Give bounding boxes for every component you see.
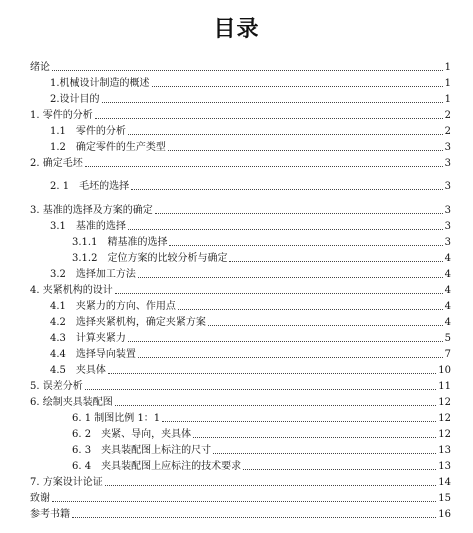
toc-entry-label: 2. 确定毛坯 xyxy=(30,158,83,169)
toc-entry-label: 1.1 零件的分析 xyxy=(50,126,126,137)
dot-leader xyxy=(229,261,442,262)
page-title: 目录 xyxy=(213,17,260,42)
toc-entry-label: 6. 1 制图比例 1：1 xyxy=(72,413,161,424)
toc-entry-page: 1 xyxy=(444,94,451,105)
dot-leader xyxy=(85,389,437,390)
toc-entry-label: 3.1.2 定位方案的比较分析与确定 xyxy=(72,253,228,264)
toc-entry[interactable] xyxy=(30,397,451,409)
dot-leader xyxy=(169,245,442,246)
toc-entry-label: 7. 方案设计论证 xyxy=(30,477,103,488)
toc-entry-page: 10 xyxy=(438,365,451,376)
toc-entry-page: 13 xyxy=(438,461,451,472)
toc-entry-label: 4.2 选择夹紧机构，确定夹紧方案 xyxy=(50,317,206,328)
toc-entry[interactable] xyxy=(50,301,451,313)
toc-entry[interactable] xyxy=(50,317,451,329)
toc-entry-page: 4 xyxy=(444,269,451,280)
dot-leader xyxy=(193,437,436,438)
toc-entry-label: 5. 误差分析 xyxy=(30,381,83,392)
toc-entry[interactable] xyxy=(50,94,451,106)
toc-entry[interactable] xyxy=(72,237,451,249)
toc-entry-page: 2 xyxy=(444,110,451,121)
dot-leader xyxy=(102,102,443,103)
toc-entry-page: 13 xyxy=(438,445,451,456)
dot-leader xyxy=(128,341,443,342)
toc-entry[interactable] xyxy=(30,509,451,521)
toc-entry-label: 参考书籍 xyxy=(30,509,70,520)
dot-leader xyxy=(108,373,436,374)
dot-leader xyxy=(131,189,443,190)
dot-leader xyxy=(85,166,443,167)
toc-entry-page: 12 xyxy=(438,429,451,440)
toc-entry-page: 5 xyxy=(444,333,451,344)
toc-entry-page: 11 xyxy=(438,381,451,392)
toc-entry-page: 16 xyxy=(438,509,451,520)
toc-entry[interactable] xyxy=(50,78,451,90)
toc-entry-page: 3 xyxy=(444,158,451,169)
toc-entry-page: 3 xyxy=(444,221,451,232)
toc-entry-label: 2. 1 毛坯的选择 xyxy=(50,181,130,192)
toc-entry-page: 12 xyxy=(438,397,451,408)
toc-entry[interactable] xyxy=(50,365,451,377)
toc-entry-label: 4.5 夹具体 xyxy=(50,365,106,376)
toc-entry[interactable] xyxy=(30,62,451,74)
dot-leader xyxy=(52,70,443,71)
toc-entry-page: 14 xyxy=(438,477,451,488)
toc-entry-label: 2.设计目的 xyxy=(50,94,100,105)
toc-entry-label: 3.2 选择加工方法 xyxy=(50,269,136,280)
dot-leader xyxy=(95,118,443,119)
toc-entry[interactable] xyxy=(30,381,451,393)
toc-entry[interactable] xyxy=(50,349,451,361)
toc-entry[interactable] xyxy=(50,269,451,281)
toc-entry-label: 3.1.1 精基准的选择 xyxy=(72,237,168,248)
dot-leader xyxy=(105,485,437,486)
dot-leader xyxy=(128,134,443,135)
toc-entry[interactable] xyxy=(72,429,451,441)
toc-entry-page: 3 xyxy=(444,205,451,216)
toc-entry-page: 3 xyxy=(444,237,451,248)
toc-entry-label: 1.机械设计制造的概述 xyxy=(50,78,150,89)
toc-entry[interactable] xyxy=(30,285,451,297)
toc-entry[interactable] xyxy=(30,493,451,505)
toc-entry-page: 15 xyxy=(438,493,451,504)
toc-entry-page: 1 xyxy=(444,62,451,73)
toc-entry-label: 4. 夹紧机构的设计 xyxy=(30,285,113,296)
toc-entry[interactable] xyxy=(30,205,451,217)
dot-leader xyxy=(138,277,443,278)
toc-entry[interactable] xyxy=(30,477,451,489)
toc-entry-page: 12 xyxy=(438,413,451,424)
toc-entry-page: 3 xyxy=(444,142,451,153)
toc-entry-page: 4 xyxy=(444,285,451,296)
toc-entry-page: 2 xyxy=(444,126,451,137)
toc-entry[interactable] xyxy=(72,445,451,457)
toc-entry-label: 1.2 确定零件的生产类型 xyxy=(50,142,166,153)
toc-entry-label: 6. 4 夹具装配图上应标注的技术要求 xyxy=(72,461,242,472)
toc-entry[interactable] xyxy=(30,158,451,170)
dot-leader xyxy=(72,517,436,518)
toc-entry-label: 4.3 计算夹紧力 xyxy=(50,333,126,344)
dot-leader xyxy=(208,325,443,326)
toc-entry-page: 4 xyxy=(444,301,451,312)
toc-entry[interactable] xyxy=(50,333,451,345)
toc-entry[interactable] xyxy=(50,181,451,193)
toc-entry-page: 4 xyxy=(444,253,451,264)
toc-entry-page: 1 xyxy=(444,78,451,89)
toc-entry-label: 6. 绘制夹具装配图 xyxy=(30,397,113,408)
toc-entry[interactable] xyxy=(50,142,451,154)
toc-entry[interactable] xyxy=(72,461,451,473)
toc-entry-page: 4 xyxy=(444,317,451,328)
dot-leader xyxy=(243,469,436,470)
toc-entry-label: 4.4 选择导向装置 xyxy=(50,349,136,360)
dot-leader xyxy=(115,405,437,406)
toc-entry-label: 3.1 基准的选择 xyxy=(50,221,126,232)
toc-entry[interactable] xyxy=(72,253,451,265)
toc-entry-label: 1. 零件的分析 xyxy=(30,110,93,121)
toc-entry[interactable] xyxy=(72,413,451,425)
dot-leader xyxy=(155,213,443,214)
toc-entry-label: 3. 基准的选择及方案的确定 xyxy=(30,205,153,216)
toc-entry-label: 6. 2 夹紧、导向，夹具体 xyxy=(72,429,192,440)
toc-entry-label: 致谢 xyxy=(30,493,50,504)
dot-leader xyxy=(138,357,443,358)
toc-entry-label: 6. 3 夹具装配图上标注的尺寸 xyxy=(72,445,212,456)
toc-entry[interactable] xyxy=(30,110,451,122)
dot-leader xyxy=(168,150,443,151)
dot-leader xyxy=(178,309,443,310)
toc-entry-label: 绪论 xyxy=(30,62,50,73)
dot-leader xyxy=(152,86,443,87)
toc-entry-page: 7 xyxy=(444,349,451,360)
toc-entry[interactable] xyxy=(50,126,451,138)
dot-leader xyxy=(52,501,436,502)
toc-entry-label: 4.1 夹紧力的方向、作用点 xyxy=(50,301,176,312)
toc-entry-page: 3 xyxy=(444,181,451,192)
toc-entry[interactable] xyxy=(50,221,451,233)
dot-leader xyxy=(213,453,436,454)
dot-leader xyxy=(128,229,443,230)
dot-leader xyxy=(115,293,443,294)
dot-leader xyxy=(162,421,436,422)
